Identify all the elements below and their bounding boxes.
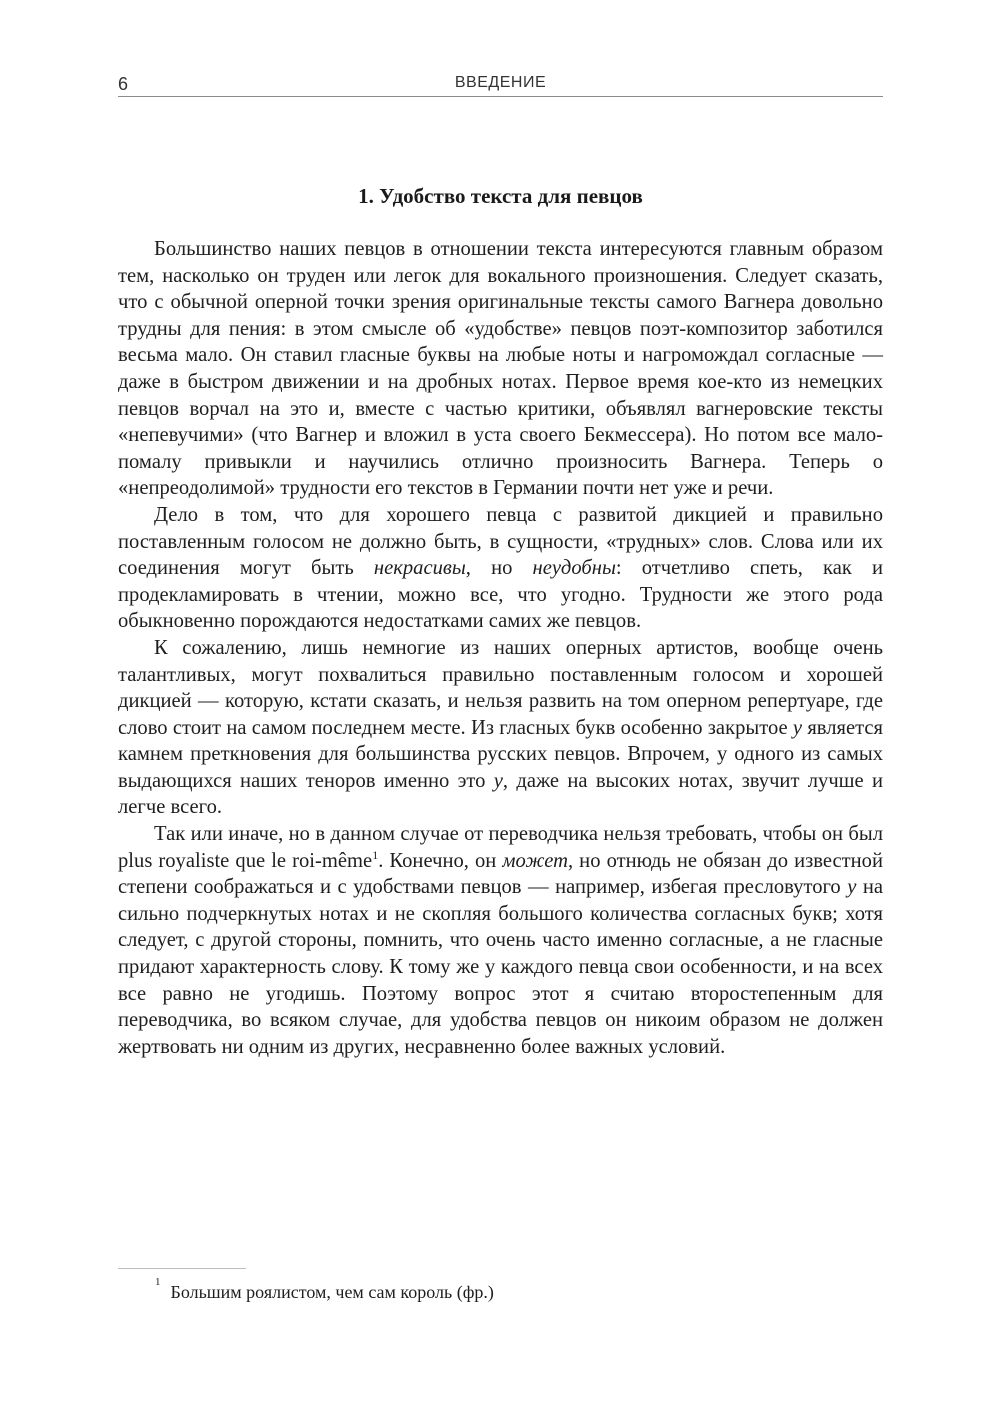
- paragraph-4-italic-a: может: [502, 849, 568, 872]
- running-header: [118, 72, 883, 97]
- paragraph-2-italic-b: неудобны: [532, 557, 616, 580]
- footnote-text: Большим роялистом, чем сам король (фр.): [170, 1282, 494, 1302]
- paragraph-3-italic-b: у: [493, 769, 503, 792]
- paragraph-4-text-a: Так или иначе, но в данном случае от переводчика нельзя требовать, чтобы он был plus royaliste que le roi-même: [118, 823, 883, 872]
- footnote: [155, 1276, 494, 1304]
- running-head-section: ВВЕДЕНИЕ: [454, 74, 547, 91]
- paragraph-3-italic-a: у: [792, 716, 803, 739]
- body-text: [118, 236, 883, 1060]
- paragraph-2-italic-a: некрасивы: [373, 557, 466, 580]
- section-title: 1. Удобство текста для певцов: [358, 184, 643, 208]
- footnote-marker: 1: [155, 1276, 161, 1288]
- paragraph-2-text-b: , но: [465, 557, 533, 580]
- page-number: 6: [118, 74, 129, 94]
- paragraph-3-text-b: является камнем преткновения для большинства русских певцов. Впрочем, у одного из самых выдающихся наших теноров именно это: [118, 716, 883, 792]
- paragraph-4-text-b: . Конечно, он: [378, 849, 503, 872]
- paragraph-2-text-c: : отчетливо спеть, как и продекламировать в чтении, можно все, что угодно. Трудности же этого рода обыкновенно порождаются недостатками самих же певцов.: [118, 557, 883, 633]
- paragraph-4-italic-b: у: [847, 876, 857, 899]
- paragraph-3-text-c: , даже на высоких нотах, звучит лучше и легче всего.: [118, 769, 883, 819]
- paragraph-3-text-a: К сожалению, лишь немногие из наших оперных артистов, вообще очень талантливых, могут похвалиться правильно поставленным голосом и хорошей дикцией — которую, кстати сказать, и нельзя развить на том оперном репертуаре, где слово стоит на самом последнем месте. Из гласных букв особенно закрытое: [118, 636, 883, 739]
- paragraph-1-text: Большинство наших певцов в отношении текста интересуются главным образом тем, насколько он труден или легок для вокального произношения. Следует сказать, что с обычной оперной точки зрения оригинальные тексты самого Вагнера довольно трудны для пения: в этом смысле об «удобстве» певцов поэт-композитор заботился весьма мало. Он ставил гласные буквы на любые ноты и нагромождал согласные — даже в быстром движении и на дробных нотах. Первое время кое-кто из немецких певцов ворчал на это и, вместе с частью критики, объявлял вагнеровские тексты «непевучими» (что Вагнер и вложил в уста своего Бекмессера). Но потом все мало-помалу привыкли и научились отлично произносить Вагнера. Теперь о «непреодолимой» трудности его текстов в Германии почти нет уже и речи.: [118, 238, 883, 500]
- footnote-reference[interactable]: 1: [372, 847, 379, 862]
- paragraph-2-text-a: Дело в том, что для хорошего певца с развитой дикцией и правильно поставленным голосом не должно быть, в сущности, «трудных» слов. Слова или их соединения могут быть: [118, 503, 883, 580]
- paragraph-4-text-c: , но отнюдь не обязан до известной степени соображаться и с удобствами певцов — например, избегая пресловутого: [118, 849, 883, 899]
- footnote-divider: [118, 1268, 246, 1269]
- paragraph-3: [118, 635, 883, 821]
- paragraph-4-text-d: на сильно подчеркнутых нотах и не скопляя большого количества согласных букв; хотя следует, с другой стороны, помнить, что очень часто именно согласные, а не гласные придают характерность слову. К тому же у каждого певца свои особенности, и на всех все равно не угодишь. Поэтому вопрос этот я считаю второстепенным для переводчика, во всяком случае, для удобства певцов он никоим образом не должен жертвовать ни одним из других, несравненно более важных условий.: [118, 876, 884, 1058]
- paragraph-4: [118, 821, 883, 1060]
- paragraph-1: [118, 236, 883, 502]
- paragraph-2: [118, 502, 883, 635]
